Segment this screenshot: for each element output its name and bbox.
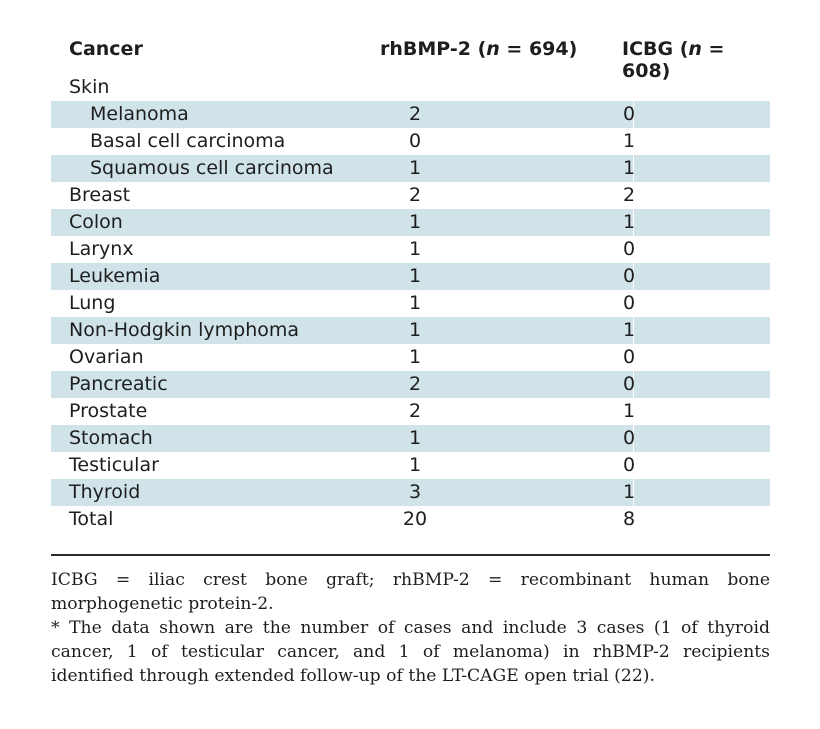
row-rhbmp2-count: 2 bbox=[408, 184, 422, 206]
row-icbg-count: 1 bbox=[622, 157, 636, 179]
table-row bbox=[51, 506, 770, 533]
row-cancer-name: Testicular bbox=[69, 454, 159, 476]
row-cancer-name: Stomach bbox=[69, 427, 153, 449]
row-icbg-count: 0 bbox=[622, 103, 636, 125]
row-icbg-count: 1 bbox=[622, 319, 636, 341]
row-cancer-name: Basal cell carcinoma bbox=[90, 130, 286, 152]
table-row bbox=[51, 182, 770, 209]
row-cancer-name: Leukemia bbox=[69, 265, 161, 287]
row-icbg-count: 0 bbox=[622, 373, 636, 395]
row-icbg-count: 2 bbox=[622, 184, 636, 206]
row-icbg-count: 1 bbox=[622, 481, 636, 503]
row-cancer-name: Total bbox=[69, 508, 114, 530]
table-row bbox=[51, 101, 770, 128]
row-rhbmp2-count: 20 bbox=[402, 508, 428, 530]
table-row bbox=[51, 290, 770, 317]
header-rhbmp2: rhBMP-2 (n = 694) bbox=[380, 38, 578, 60]
row-icbg-count: 8 bbox=[622, 508, 636, 530]
row-icbg-count: 0 bbox=[622, 292, 636, 314]
row-cancer-name: Colon bbox=[69, 211, 123, 233]
row-rhbmp2-count: 1 bbox=[408, 292, 422, 314]
footnotes bbox=[51, 568, 770, 688]
row-icbg-count: 0 bbox=[622, 427, 636, 449]
table-row bbox=[51, 209, 770, 236]
footnote-divider bbox=[51, 554, 770, 556]
row-rhbmp2-count: 1 bbox=[408, 211, 422, 233]
row-icbg-count: 1 bbox=[622, 400, 636, 422]
row-icbg-count: 0 bbox=[622, 346, 636, 368]
row-cancer-name: Non-Hodgkin lymphoma bbox=[69, 319, 300, 341]
row-rhbmp2-count: 1 bbox=[408, 454, 422, 476]
row-cancer-name: Skin bbox=[69, 76, 110, 98]
row-icbg-count: 1 bbox=[622, 211, 636, 233]
footnote-note: * The data shown are the number of cases and include 3 cases (1 of thyroid cancer, 1 of testicular cancer, and 1 of melanoma) in rhBMP-2 recipients identified through extended follow-up of the LT-CAGE open trial (22). bbox=[51, 618, 770, 686]
table-row bbox=[51, 479, 770, 506]
row-rhbmp2-count: 2 bbox=[408, 103, 422, 125]
row-cancer-name: Lung bbox=[69, 292, 116, 314]
row-icbg-count: 0 bbox=[622, 238, 636, 260]
cancer-table bbox=[51, 34, 770, 533]
row-cancer-name: Pancreatic bbox=[69, 373, 168, 395]
row-rhbmp2-count: 1 bbox=[408, 238, 422, 260]
table-body bbox=[51, 74, 770, 533]
row-icbg-count: 1 bbox=[622, 130, 636, 152]
table-row bbox=[51, 398, 770, 425]
row-cancer-name: Thyroid bbox=[69, 481, 141, 503]
row-rhbmp2-count: 2 bbox=[408, 400, 422, 422]
table-row bbox=[51, 317, 770, 344]
row-rhbmp2-count: 1 bbox=[408, 346, 422, 368]
header-icbg: ICBG (n = 608) bbox=[622, 38, 725, 82]
table-row bbox=[51, 263, 770, 290]
row-icbg-count: 0 bbox=[622, 265, 636, 287]
row-rhbmp2-count: 1 bbox=[408, 157, 422, 179]
table-row bbox=[51, 344, 770, 371]
table-row bbox=[51, 452, 770, 479]
row-cancer-name: Prostate bbox=[69, 400, 148, 422]
table-row bbox=[51, 74, 770, 101]
header-cancer: Cancer bbox=[69, 38, 143, 60]
table-row bbox=[51, 371, 770, 398]
row-cancer-name: Breast bbox=[69, 184, 131, 206]
row-cancer-name: Squamous cell carcinoma bbox=[90, 157, 334, 179]
table-row bbox=[51, 155, 770, 182]
row-cancer-name: Melanoma bbox=[90, 103, 189, 125]
row-rhbmp2-count: 2 bbox=[408, 373, 422, 395]
row-icbg-count: 0 bbox=[622, 454, 636, 476]
row-cancer-name: Larynx bbox=[69, 238, 134, 260]
table-header bbox=[51, 34, 770, 82]
row-rhbmp2-count: 1 bbox=[408, 265, 422, 287]
table-row bbox=[51, 236, 770, 263]
row-cancer-name: Ovarian bbox=[69, 346, 144, 368]
row-rhbmp2-count: 1 bbox=[408, 319, 422, 341]
table-row bbox=[51, 128, 770, 155]
table-row bbox=[51, 425, 770, 452]
row-rhbmp2-count: 1 bbox=[408, 427, 422, 449]
row-rhbmp2-count: 3 bbox=[408, 481, 422, 503]
row-rhbmp2-count: 0 bbox=[408, 130, 422, 152]
footnote-abbreviations: ICBG = iliac crest bone graft; rhBMP-2 = recombinant human bone morphogenetic protein-2. bbox=[51, 570, 770, 614]
